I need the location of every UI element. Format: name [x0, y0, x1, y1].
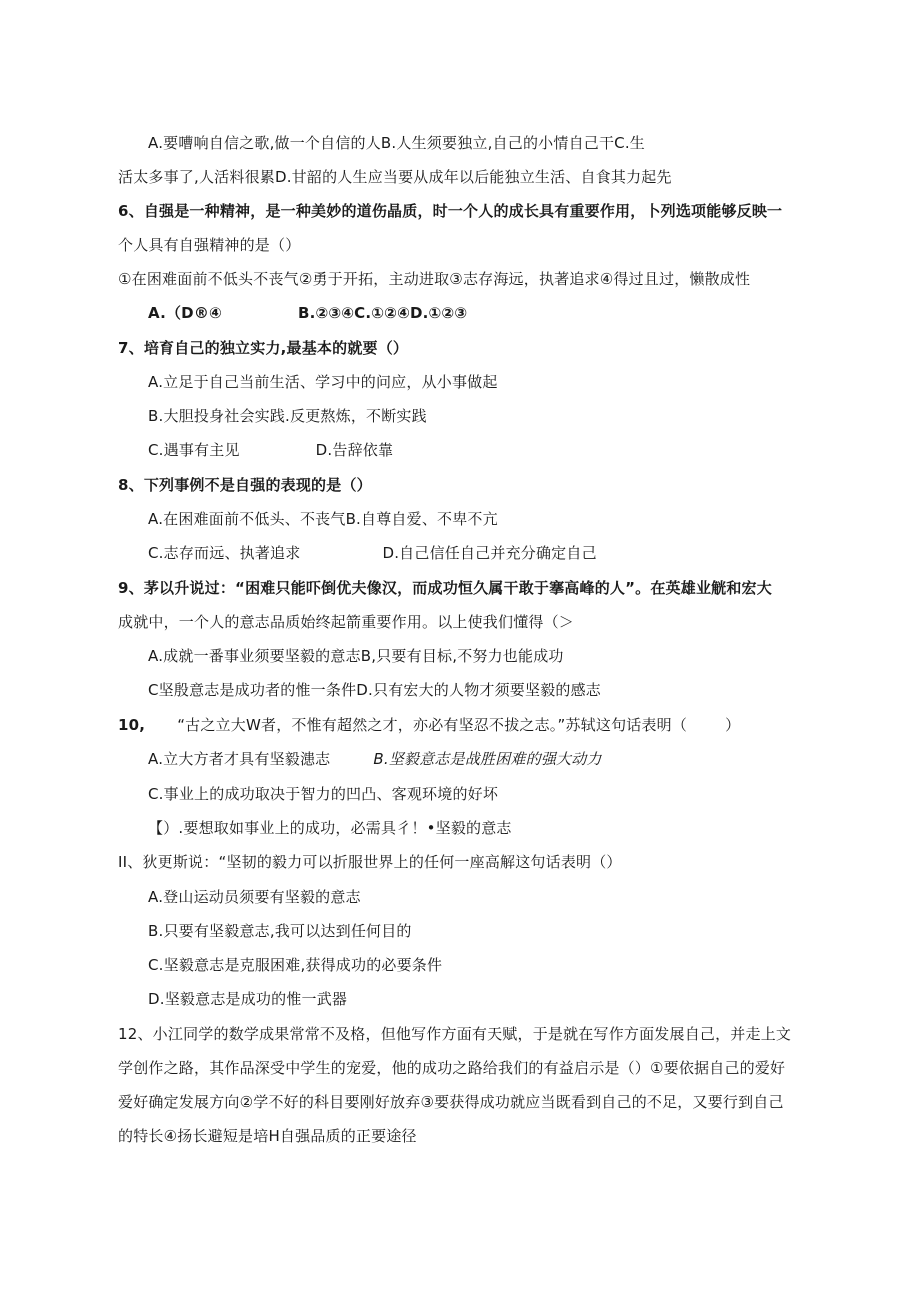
q11-stem: II、狄更斯说：“坚韧的毅力可以折服世界上的任何一座高解这句话表明（）: [118, 853, 622, 871]
q7-option-c: C.遇事有主见: [148, 441, 240, 459]
q7-option-b: B.大胆投身社会实践.反更熬炼，不断实践: [148, 407, 427, 425]
q5-options-line2: 活太多事了,人活料很累D.甘韶的人生应当要从成年以后能独立生活、自食其力起先: [118, 168, 672, 186]
q10-option-b: B.坚毅意志是战胜困难的强大动力: [373, 750, 602, 768]
q11-option-b: B.只要有坚毅意志,我可以达到任何目的: [148, 922, 412, 940]
q9-stem-line2: 成就中，一个人的意志品质始终起箭重要作用。以上使我们懂得（＞: [118, 613, 575, 631]
q8-options-cd: [148, 543, 597, 563]
q12-stem-line3: 爱好确定发展方向②学不好的科目要刚好放弃③要获得成功就应当既看到自己的不足，又要行到自己: [118, 1093, 784, 1111]
q7-option-d: D.告辞依靠: [315, 441, 394, 459]
q8-stem: 8、下列事例不是自强的表现的是（）: [118, 476, 372, 494]
q7-options-cd: [148, 440, 393, 460]
q10-stem: [118, 715, 740, 735]
q11-option-d: D.坚毅意志是成功的惟一武器: [148, 990, 348, 1008]
q12-stem-line1: 12、小江同学的数学成果常常不及格，但他写作方面有天赋，于是就在写作方面发展自己，并走上文: [118, 1025, 792, 1043]
q12-stem-line4: 的特长④扬长避短是培H自强品质的正要途径: [118, 1127, 417, 1145]
q6-items: ①在困难面前不低头不丧气②勇于开拓，主动进取③志存海远，执著追求④得过且过，懒散成性: [118, 270, 751, 288]
q6-stem-line2: 个人具有自强精神的是（）: [118, 236, 301, 254]
q10-options-ab: [148, 749, 602, 769]
q8-options-ab: A.在困难面前不低头、不丧气B.自尊自爱、不卑不亢: [148, 510, 498, 528]
q5-options-line1: A.要嘈响自信之歌,做一个自信的人B.人生须要独立,自己的小情自己干C.生: [148, 134, 646, 152]
q12-stem-line2: 学创作之路，其作品深受中学生的宠爱，他的成功之路给我们的有益启示是（）①要依据自己的爱好: [118, 1059, 786, 1077]
q11-option-c: C.坚毅意志是克服困难,获得成功的必要条件: [148, 956, 443, 974]
q6-stem-line1: 6、自强是一种精神，是一种美妙的道伤晶质，时一个人的成长具有重要作用，卜列选项能够反映一: [118, 202, 783, 220]
q10-option-d: 【）.要想取如事业上的成功，必需具彳！•坚毅的意志: [148, 819, 512, 837]
q11-option-a: A.登山运动员须要有坚毅的意志: [148, 888, 361, 906]
q6-option-a: A.（D®④: [148, 304, 222, 322]
q10-text: “古之立大W者，不惟有超然之才，亦必有坚忍不拔之志。”苏轼这句话表明（: [177, 716, 688, 734]
q9-stem-line1: 9、茅以升说过：“困难只能吓倒优夫像汉，而成功恒久属干敢于搴高峰的人”。在英雄业觥和宏大: [118, 579, 772, 597]
q10-option-c: C.事业上的成功取决于智力的凹凸、客观环境的好坏: [148, 785, 499, 803]
q9-options-cd: C坚殷意志是成功者的惟一条件D.只有宏大的人物才须要坚毅的感志: [148, 681, 601, 699]
q6-option-bcd: B.②③④C.①②④D.①②③: [297, 304, 468, 322]
q7-option-a: A.立足于自己当前生活、学习中的问应，从小事做起: [148, 373, 498, 391]
q10-number: 10,: [118, 716, 146, 734]
q10-close: ）: [725, 716, 741, 734]
q10-option-a: A.立大方者才具有坚毅漶志: [148, 750, 331, 768]
q9-options-ab: A.成就一番事业须要坚毅的意志B,只要有目标,不努力也能成功: [148, 647, 564, 665]
q8-option-d: D.自己信任自己并充分确定自己: [382, 544, 597, 562]
q8-option-c: C.志存而远、执著追求: [148, 544, 301, 562]
q7-stem: 7、培育自己的独立实力,最基本的就要（）: [118, 339, 409, 357]
q6-options: [148, 303, 467, 323]
